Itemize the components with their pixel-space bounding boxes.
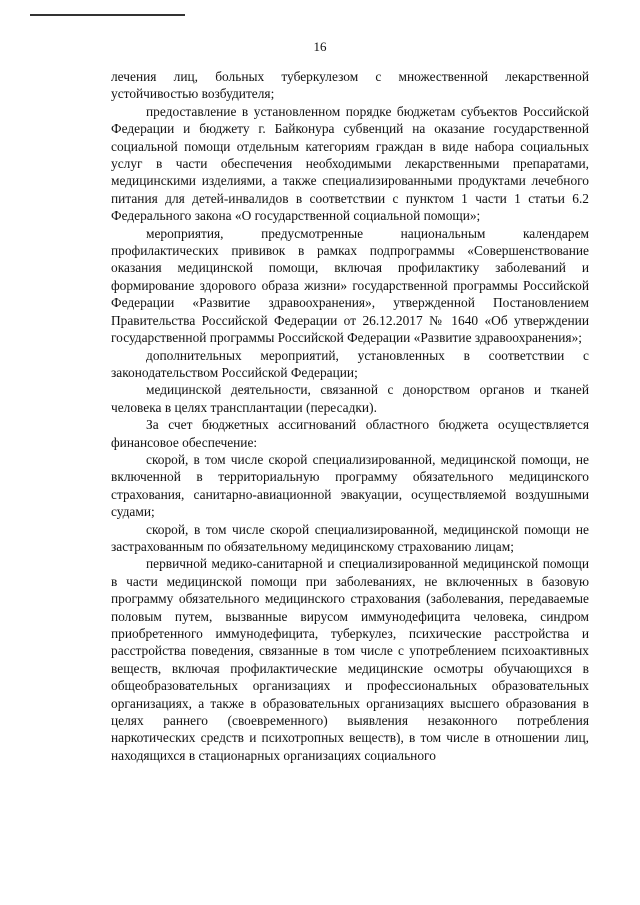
paragraph: медицинской деятельности, связанной с донорством органов и тканей человека в целях трансплантации (пересадки). <box>111 382 589 415</box>
header-rule <box>30 14 185 16</box>
paragraph: лечения лиц, больных туберкулезом с множественной лекарственной устойчивостью возбудителя; <box>111 69 589 102</box>
paragraph: первичной медико-санитарной и специализированной медицинской помощи в части медицинской помощи при заболеваниях, не включенных в базовую программу обязательного медицинского страхования (заболевания, передаваемые половым путем, вызванные вирусом иммунодефицита человека, синдром приобретенного иммунодефицита, туберкулез, психические расстройства и расстройства поведения, связанные в том числе с употреблением психоактивных веществ, включая профилактические медицинские осмотры обучающихся в общеобразовательных организациях и профессиональных образовательных организациях, а также в образовательных организациях высшего образования в целях раннего (своевременного) выявления незаконного потребления наркотических средств и психотропных веществ), в том числе в отношении лиц, находящихся в стационарных организациях социального <box>111 556 589 763</box>
paragraph: предоставление в установленном порядке бюджетам субъектов Российской Федерации и бюджету г. Байконура субвенций на оказание государственной социальной помощи отдельным категориям граждан в виде набора социальных услуг в части обеспечения необходимыми лекарственными препаратами, медицинскими изделиями, а также специализированными продуктами лечебного питания для детей-инвалидов в соответствии с пунктом 1 части 1 статьи 6.2 Федерального закона «О государственной социальной помощи»; <box>111 103 589 224</box>
paragraph: мероприятия, предусмотренные национальным календарем профилактических прививок в рамках подпрограммы «Совершенствование оказания медицинской помощи, включая профилактику заболеваний и формирование здорового образа жизни» государственной программы Российской Федерации «Развитие здравоохранения», утвержденной Постановлением Правительства Российской Федерации от 26.12.2017 № 1640 «Об утверждении государственной программы Российской Федерации «Развитие здравоохранения»; <box>111 225 589 346</box>
paragraph: За счет бюджетных ассигнований областного бюджета осуществляется финансовое обеспечение: <box>111 417 589 450</box>
page-number: 16 <box>313 39 327 54</box>
paragraph: скорой, в том числе скорой специализированной, медицинской помощи, не включенной в территориальную программу обязательного медицинского страхования, санитарно-авиационной эвакуации, осуществляемой воздушными судами; <box>111 451 589 520</box>
paragraph: скорой, в том числе скорой специализированной, медицинской помощи не застрахованным по обязательному медицинскому страхованию лицам; <box>111 521 589 554</box>
document-body <box>111 68 589 764</box>
paragraph: дополнительных мероприятий, установленных в соответствии с законодательством Российской Федерации; <box>111 347 589 380</box>
